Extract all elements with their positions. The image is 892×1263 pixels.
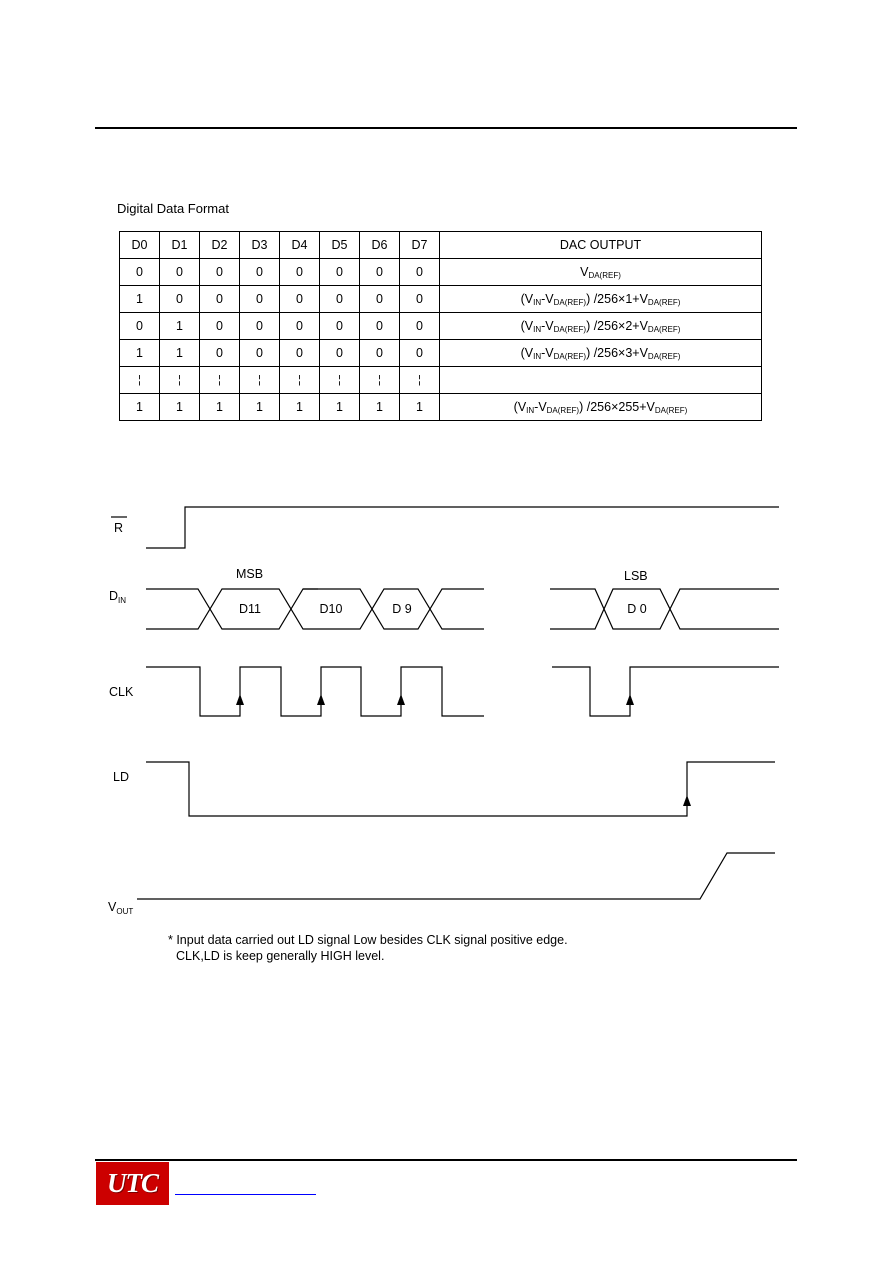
output-text: ) /256×3+V — [586, 345, 648, 360]
bit-cell: 0 — [280, 340, 320, 367]
ld-edge-arrow — [683, 795, 691, 806]
bit-cell: 0 — [280, 286, 320, 313]
bit-cell: 1 — [120, 340, 160, 367]
output-text: ) /256×255+V — [579, 399, 655, 414]
bit-cell: ¦ — [160, 367, 200, 394]
bit-cell: 0 — [400, 286, 440, 313]
bit-cell: 1 — [120, 286, 160, 313]
output-text: V — [580, 264, 589, 279]
header-dac-output: DAC OUTPUT — [440, 232, 762, 259]
output-subscript: DA(REF) — [553, 351, 587, 361]
header-d5: D5 — [320, 232, 360, 259]
bit-cell: 0 — [280, 259, 320, 286]
clk-edge-arrow — [397, 694, 405, 705]
bit-cell: ¦ — [360, 367, 400, 394]
output-subscript: DA(REF) — [647, 351, 681, 361]
output-text: (V — [520, 318, 534, 333]
bit-cell: 0 — [400, 259, 440, 286]
utc-logo: UTC — [96, 1162, 169, 1205]
footer-link[interactable] — [175, 1194, 316, 1195]
bit-cell: 0 — [240, 286, 280, 313]
output-text: -V — [541, 318, 554, 333]
output-subscript: DA(REF) — [647, 324, 681, 334]
note-line-1: * Input data carried out LD signal Low besides CLK signal positive edge. — [168, 933, 568, 947]
bit-cell: 1 — [360, 394, 400, 421]
vout-waveform — [137, 853, 775, 899]
header-d2: D2 — [200, 232, 240, 259]
lsb-label: LSB — [624, 569, 648, 583]
bit-cell: 1 — [400, 394, 440, 421]
clk-edge-arrow — [317, 694, 325, 705]
timing-note — [168, 932, 568, 964]
bit-cell: 0 — [240, 313, 280, 340]
bit-cell: 1 — [160, 394, 200, 421]
bit-cell: 0 — [200, 340, 240, 367]
output-text: -V — [541, 291, 554, 306]
bit-label-d10: D10 — [319, 602, 343, 616]
header-d3: D3 — [240, 232, 280, 259]
clk-label: CLK — [109, 685, 134, 699]
bit-label-d9: D 9 — [392, 602, 412, 616]
bit-cell: 0 — [400, 340, 440, 367]
output-subscript: DA(REF) — [546, 405, 580, 415]
output-text: (V — [520, 291, 534, 306]
note-line-2: CLK,LD is keep generally HIGH level. — [176, 949, 385, 963]
reset-waveform — [146, 507, 779, 548]
bit-cell: 0 — [400, 313, 440, 340]
bit-cell: 0 — [280, 313, 320, 340]
bit-cell: 0 — [160, 286, 200, 313]
bit-cell: 1 — [280, 394, 320, 421]
bit-cell: ¦ — [400, 367, 440, 394]
bit-cell: ¦ — [200, 367, 240, 394]
output-subscript: IN — [533, 324, 542, 334]
header-d7: D7 — [400, 232, 440, 259]
bit-cell: 1 — [160, 340, 200, 367]
din-label: $D_{IN}$ — [109, 589, 127, 605]
bit-cell: 0 — [320, 340, 360, 367]
ld-label: LD — [113, 770, 129, 784]
vout-label: $V_{OUT}$ — [108, 900, 134, 916]
output-subscript: IN — [533, 351, 542, 361]
bit-cell: 0 — [200, 313, 240, 340]
output-text: -V — [534, 399, 547, 414]
ld-waveform — [146, 762, 775, 816]
header-d0: D0 — [120, 232, 160, 259]
bit-cell: 0 — [360, 259, 400, 286]
output-subscript: DA(REF) — [553, 324, 587, 334]
bit-cell: ¦ — [120, 367, 160, 394]
output-text: ) /256×1+V — [586, 291, 648, 306]
output-subscript: DA(REF) — [647, 297, 681, 307]
bit-cell: 0 — [160, 259, 200, 286]
bit-cell: 0 — [200, 259, 240, 286]
bit-cell: 0 — [360, 340, 400, 367]
table-title: Digital Data Format — [117, 201, 229, 216]
bit-cell: 1 — [200, 394, 240, 421]
bit-cell: 0 — [120, 259, 160, 286]
output-subscript: DA(REF) — [553, 297, 587, 307]
bit-cell: 1 — [320, 394, 360, 421]
bit-cell: 0 — [320, 286, 360, 313]
bit-cell: ¦ — [240, 367, 280, 394]
bit-label-d11: D11 — [238, 602, 262, 616]
output-text: ) /256×2+V — [586, 318, 648, 333]
header-d6: D6 — [360, 232, 400, 259]
bit-cell: 0 — [320, 313, 360, 340]
header-d4: D4 — [280, 232, 320, 259]
output-subscript: IN — [526, 405, 535, 415]
bit-label-d0: D 0 — [627, 602, 647, 616]
clk-edge-arrow — [236, 694, 244, 705]
output-text: -V — [541, 345, 554, 360]
output-subscript: DA(REF) — [654, 405, 688, 415]
clk-waveform-tail — [552, 667, 779, 716]
output-text: (V — [520, 345, 534, 360]
output-subscript: IN — [533, 297, 542, 307]
bit-cell: 0 — [360, 313, 400, 340]
clk-waveform — [146, 667, 484, 716]
bit-cell: 0 — [240, 259, 280, 286]
bit-cell: 0 — [320, 259, 360, 286]
reset-label: R — [114, 521, 124, 535]
footer-rule — [95, 1159, 797, 1161]
msb-label: MSB — [236, 567, 264, 581]
bit-cell: 1 — [120, 394, 160, 421]
output-subscript: DA(REF) — [588, 270, 621, 280]
bit-cell: 0 — [200, 286, 240, 313]
bit-cell: 0 — [120, 313, 160, 340]
bit-cell: 0 — [360, 286, 400, 313]
bit-cell: 1 — [160, 313, 200, 340]
clk-edge-arrow — [626, 694, 634, 705]
bit-cell: 0 — [240, 340, 280, 367]
bit-cell: ¦ — [320, 367, 360, 394]
header-d1: D1 — [160, 232, 200, 259]
bit-cell: ¦ — [280, 367, 320, 394]
output-text: (V — [513, 399, 527, 414]
bit-cell: 1 — [240, 394, 280, 421]
